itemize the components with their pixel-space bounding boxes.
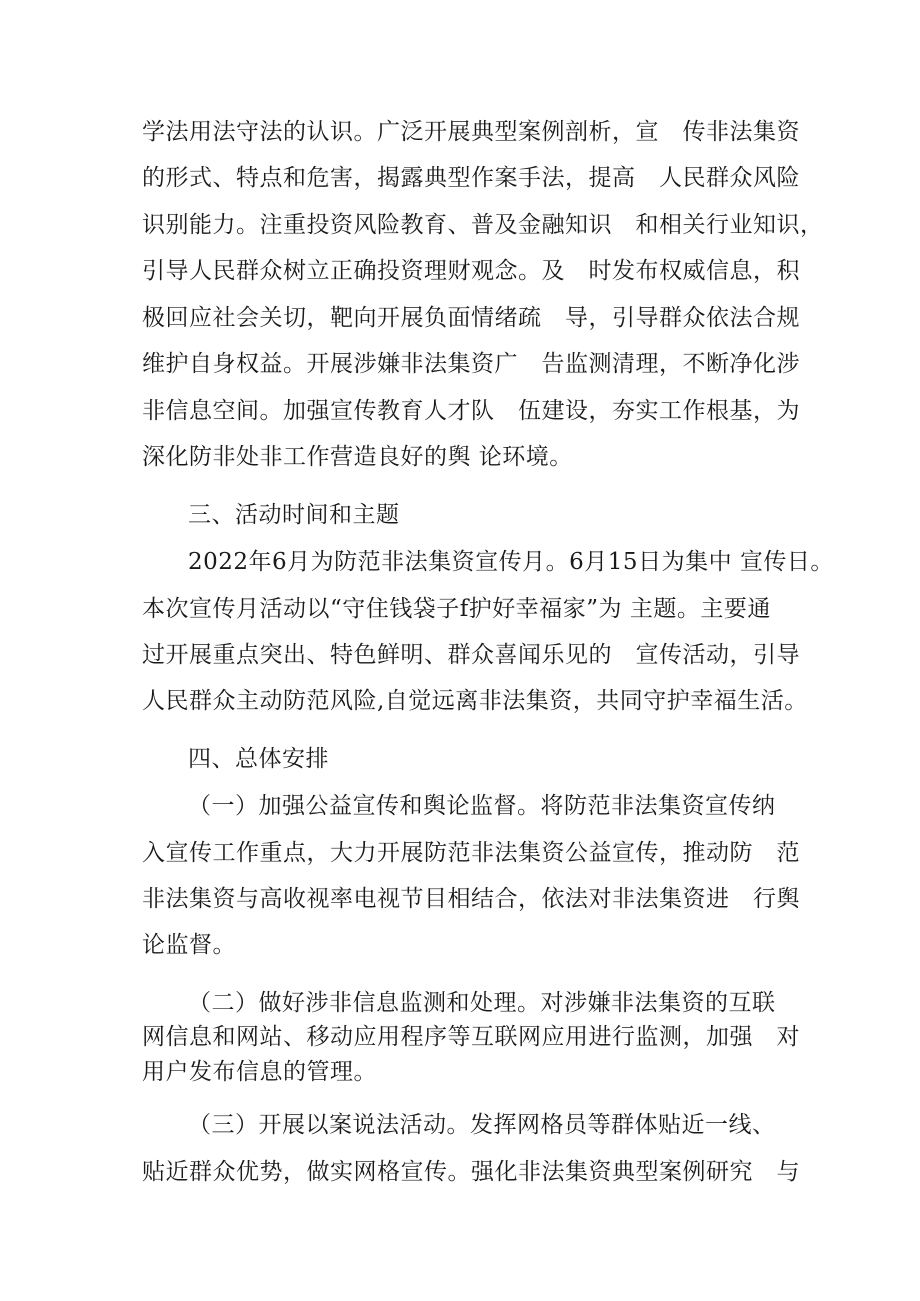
text-line: （一）加强公益宣传和舆论监督。将防范非法集资宣传纳 [188, 793, 776, 819]
text-line: 非法集资与高收视率电视节目相结合，依法对非法集资进 行舆 [142, 886, 800, 912]
section-heading: 三、活动时间和主题 [188, 502, 400, 528]
text-line: 的形式、特点和危害，揭露典型作案手法，提高 人民群众风险 [142, 165, 800, 191]
text-line: 维护自身权益。开展涉嫌非法集资广 告监测清理，不断净化涉 [142, 351, 800, 377]
text-line: 非信息空间。加强宣传教育人才队 伍建设，夯实工作根基，为 [142, 398, 800, 424]
text-line: 网信息和网站、移动应用程序等互联网应用进行监测，加强 对 [142, 1024, 800, 1050]
text-line: 贴近群众优势，做实网格宣传。强化非法集资典型案例研究 与 [142, 1159, 800, 1185]
section-heading: 四、总体安排 [188, 746, 329, 772]
text-line: 人民群众主动防范风险,自觉远离非法集资，共同守护幸福生活。 [142, 688, 808, 714]
text-line: 论监督。 [142, 932, 236, 958]
text-line: 本次宣传月活动以“守住钱袋子f护好幸福家”为 主题。主要通 [142, 596, 771, 622]
text-line: （三）开展以案说法活动。发挥网格员等群体贴近一线、 [188, 1112, 776, 1138]
text-line: 用户发布信息的管理。 [142, 1059, 377, 1085]
text-line: 极回应社会关切，靶向开展负面情绪疏 导，引导群众依法合规 [142, 305, 800, 331]
text-line: 学法用法守法的认识。广泛开展典型案例剖析，宣 传非法集资 [142, 119, 800, 145]
text-line: 2022年6月为防范非法集资宣传月。6月15日为集中 宣传日。 [188, 549, 834, 575]
text-line: 过开展重点突出、特色鲜明、群众喜闻乐见的 宣传活动，引导 [142, 642, 800, 668]
text-line: 深化防非处非工作营造良好的舆 论环境。 [142, 444, 573, 470]
text-line: 识别能力。注重投资风险教育、普及金融知识 和相关行业知识， [142, 212, 824, 238]
text-line: 入宣传工作重点，大力开展防范非法集资公益宣传，推动防 范 [142, 840, 800, 866]
text-line: 引导人民群众树立正确投资理财观念。及 时发布权威信息，积 [142, 258, 800, 284]
text-line: （二）做好涉非信息监测和处理。对涉嫌非法集资的互联 [188, 990, 776, 1016]
